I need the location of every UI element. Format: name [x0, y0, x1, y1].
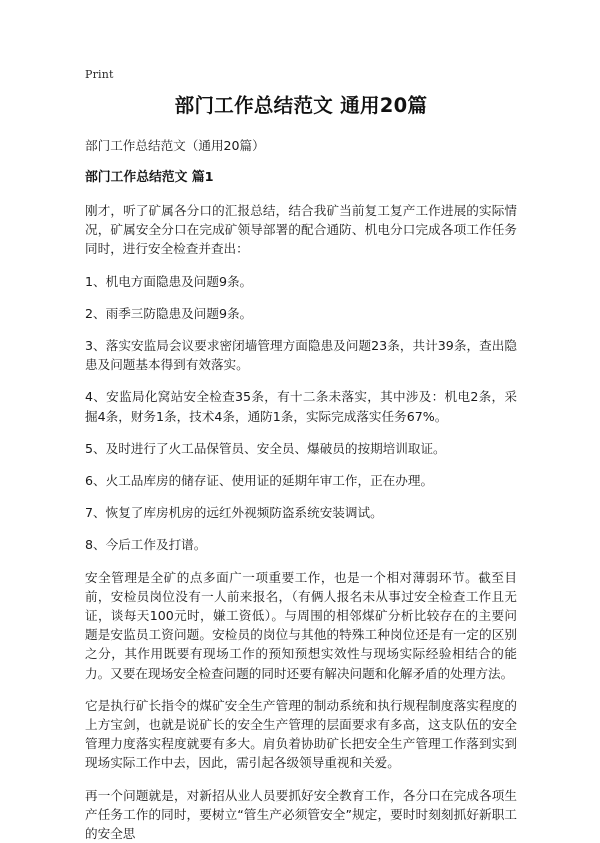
- list-item: 7、恢复了库房机房的远红外视频防盗系统安装调试。: [85, 505, 383, 521]
- body-paragraph: 刚才，听了矿属各分口的汇报总结，结合我矿当前复工复产工作进展的实际情况，矿属安全分口在完成矿领导部署的配合通防、机电分口完成各项工作任务同时，进行安全检查并查出：: [85, 203, 517, 257]
- document-content: [85, 93, 517, 843]
- paragraph-container: [85, 201, 517, 843]
- section-heading: 部门工作总结范文 篇1: [85, 170, 214, 185]
- list-item: 6、火工品库房的储存证、使用证的延期年审工作，正在办理。: [85, 473, 434, 489]
- list-item: 3、落实安监局会议要求密闭墙管理方面隐患及问题23条，共计39条，查出隐患及问题基本得到有效落实。: [85, 338, 517, 373]
- list-item: 1、机电方面隐患及问题9条。: [85, 273, 253, 289]
- body-paragraph: 再一个问题就是，对新招从业人员要抓好安全教育工作，各分口在完成各项生产任务工作的同时，要树立“管生产必须管安全”规定，要时时刻刻抓好新职工的安全思: [85, 787, 517, 842]
- body-paragraph: 它是执行矿长指令的煤矿安全生产管理的制动系统和执行规程制度落实程度的上方宝剑，也就是说矿长的安全生产管理的层面要求有多高，这支队伍的安全管理力度落实程度就要有多大。肩负着协助矿长把安全生产管理工作落到实到现场实际工作中去，因此，需引起各级领导重视和关爱。: [85, 697, 517, 771]
- page-title: 部门工作总结范文 通用20篇: [174, 94, 428, 117]
- list-item: 8、今后工作及打谱。: [85, 537, 207, 553]
- list-item: 2、雨季三防隐患及问题9条。: [85, 305, 253, 321]
- document-subtitle: 部门工作总结范文（通用20篇）: [85, 138, 265, 153]
- list-item: 5、及时进行了火工品保管员、安全员、爆破员的按期培训取证。: [85, 440, 446, 456]
- list-item: 4、安监局化窝站安全检查35条，有十二条未落实，其中涉及：机电2条，采掘4条，财务1条，技术4条，通防1条，实际完成落实任务67%。: [85, 389, 517, 424]
- body-paragraph: 安全管理是全矿的点多面广一项重要工作，也是一个相对薄弱环节。截至目前，安检员岗位没有一人前来报名，（有俩人报名未从事过安全检查工作且无证，谈每天100元时，嫌工资低）。与周围的相邻煤矿分析比较存在的主要问题是安监员工资问题。安检员的岗位与其他的特殊工种岗位还是有一定的区别之分，其作用既要有现场工作的预知预想实效性与现场实际经验相结合的能力。又要在现场安全检查问题的同时还要有解决问题和化解矛盾的处理方法。: [85, 569, 517, 681]
- print-label[interactable]: Print: [85, 68, 114, 81]
